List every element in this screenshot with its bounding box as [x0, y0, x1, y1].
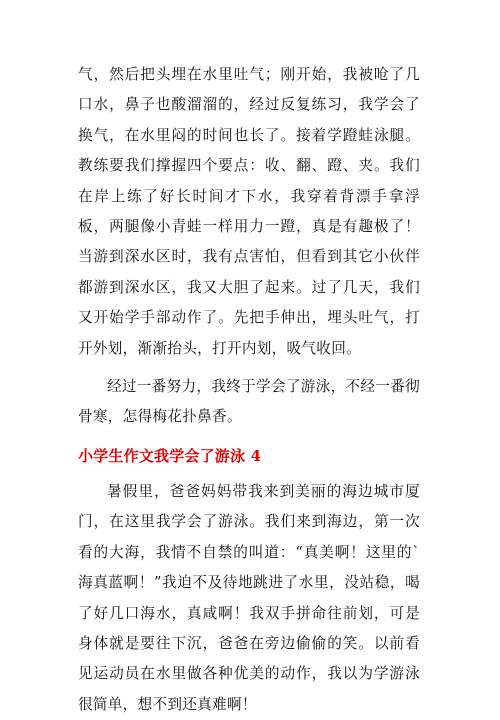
paragraph-conclusion: 经过一番努力，我终于学会了游泳，不经一番彻骨寒，怎得梅花扑鼻香。: [78, 378, 420, 426]
document-body: [78, 60, 420, 720]
paragraph-swimming-practice: 气，然后把头埋在水里吐气；刚开始，我被呛了几口水，鼻子也酸溜溜的，经过反复练习，我学会了换气，在水里闷的时间也长了。接着学蹬蛙泳腿。教练要我们撑握四个要点：收、翻、蹬、夹。我们在岸上练了好长时间才下水，我穿着背漂手拿浮板，两腿像小青蛙一样用力一蹬，真是有趣极了！当游到深水区时，我有点害怕，但看到其它小伙伴都游到深水区，我又大胆了起来。过了几天，我们又开始学手部动作了。先把手伸出，埋头吐气，打开外划，渐渐抬头，打开内划，吸气收回。: [78, 66, 420, 357]
essay-heading: 小学生作文我学会了游泳 4: [78, 446, 262, 465]
paragraph-xiamen-beach: 暑假里，爸爸妈妈带我来到美丽的海边城市厦门，在这里我学会了游泳。我们来到海边，第一次看的大海，我情不自禁的叫道：“真美啊！这里的`海真蓝啊！”我迫不及待地跳进了水里，没站稳，喝了好几口海水，真咸啊！我双手拼命往前划，可是身体就是要往下沉，爸爸在旁边偷偷的笑。以前看见运动员在水里做各种优美的动作，我以为学游泳很简单，想不到还真难啊！: [78, 482, 420, 713]
